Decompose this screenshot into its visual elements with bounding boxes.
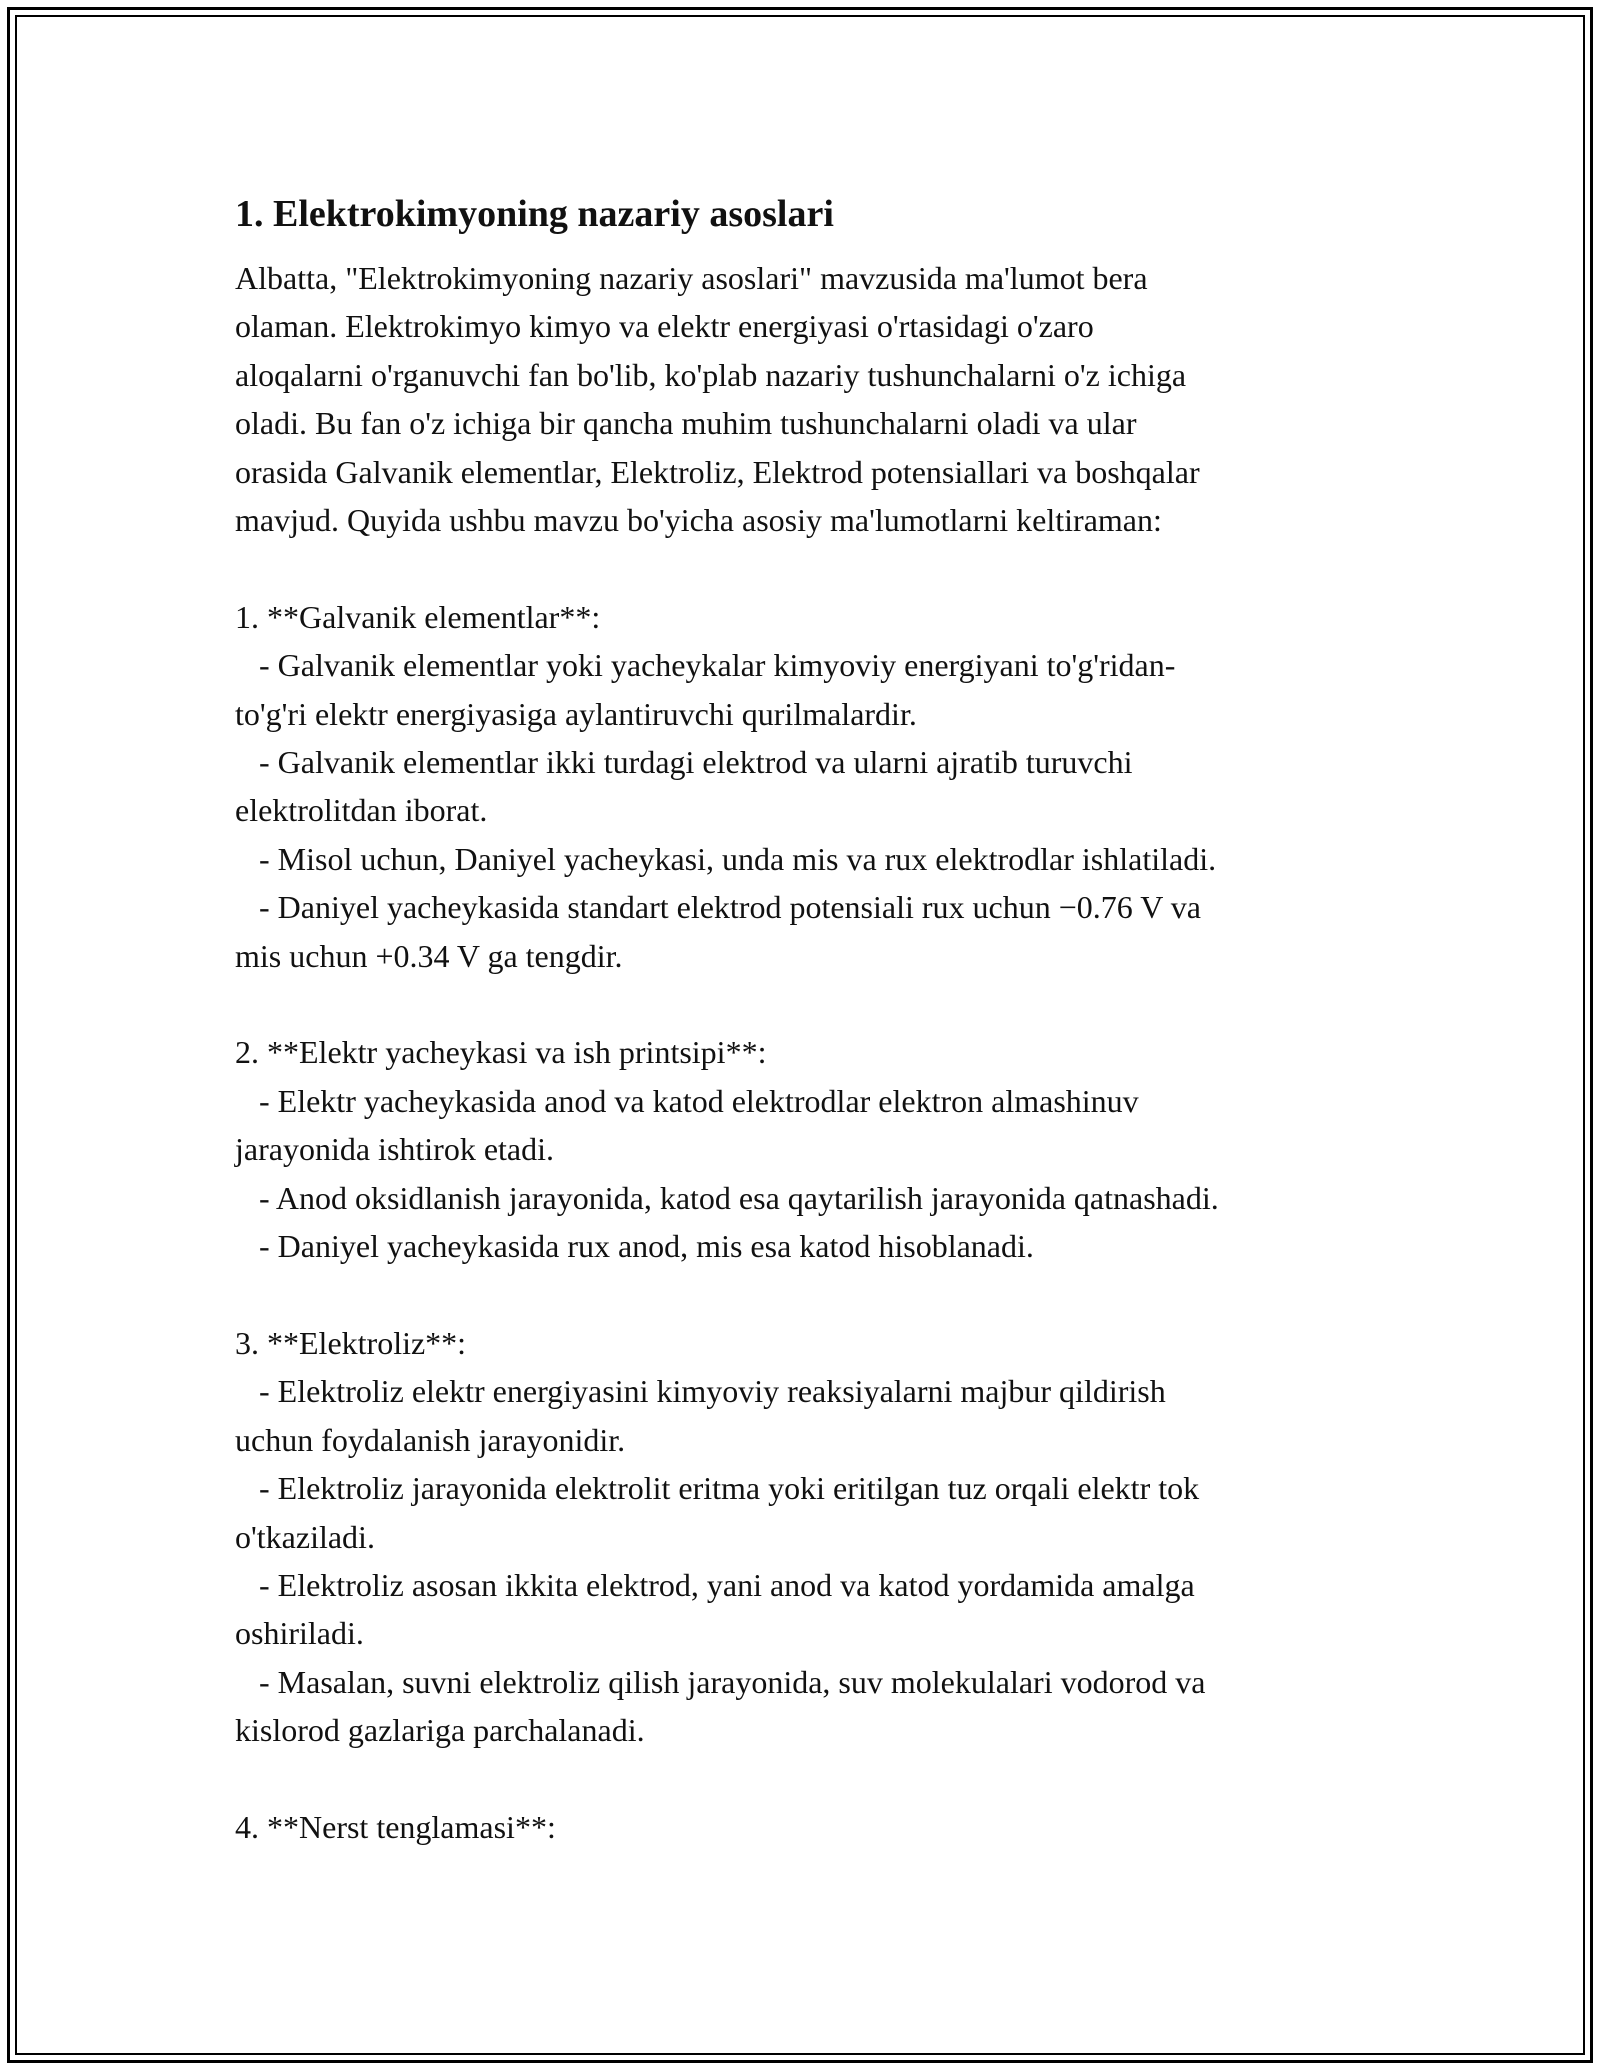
intro-line: Albatta, "Elektrokimyoning nazariy asoslari" mavzusida ma'lumot bera [235, 260, 1148, 296]
section-heading: 1. **Galvanik elementlar**: [235, 598, 601, 635]
section-elektroliz [235, 1319, 1385, 1755]
intro-paragraph [235, 254, 1385, 544]
intro-line: aloqalarni o'rganuvchi fan bo'lib, ko'plab nazariy tushunchalarni o'z ichiga [235, 356, 1187, 393]
section-line: - Elektroliz jarayonida elektrolit eritma yoki eritilgan tuz orqali elektr tok [235, 1470, 1200, 1507]
section-line: mis uchun +0.34 V ga tengdir. [235, 937, 623, 974]
section-line: to'g'ri elektr energiyasiga aylantiruvchi qurilmalardir. [235, 695, 917, 732]
section-line: - Elektr yacheykasida anod va katod elektrodlar elektron almashinuv [235, 1082, 1139, 1119]
section-line: oshiriladi. [235, 1615, 364, 1652]
page-title: 1. Elektrokimyoning nazariy asoslari [235, 193, 834, 235]
section-nerst [235, 1803, 1385, 1851]
section-heading: 3. **Elektroliz**: [235, 1324, 467, 1361]
intro-line: orasida Galvanik elementlar, Elektroliz, Elektrod potensiallari va boshqalar [235, 453, 1200, 490]
section-line: - Daniyel yacheykasida rux anod, mis esa katod hisoblanadi. [235, 1228, 1034, 1265]
section-line: - Galvanik elementlar yoki yacheykalar kimyoviy energiyani to'g'ridan- [235, 647, 1176, 684]
section-galvanik [235, 593, 1385, 980]
section-line: - Galvanik elementlar ikki turdagi elektrod va ularni ajratib turuvchi [235, 744, 1133, 781]
section-elektr-yacheykasi [235, 1028, 1385, 1270]
section-heading: 2. **Elektr yacheykasi va ish printsipi**: [235, 1034, 767, 1071]
section-heading: 4. **Nerst tenglamasi**: [235, 1808, 556, 1845]
section-line: o'tkaziladi. [235, 1518, 375, 1555]
intro-line: mavjud. Quyida ushbu mavzu bo'yicha asosiy ma'lumotlarni keltiraman: [235, 502, 1162, 539]
section-line: - Elektroliz elektr energiyasini kimyoviy reaksiyalarni majbur qildirish [235, 1373, 1166, 1410]
intro-line: oladi. Bu fan o'z ichiga bir qancha muhim tushunchalarni oladi va ular [235, 405, 1137, 442]
section-line: kislorod gazlariga parchalanadi. [235, 1712, 645, 1749]
section-line: - Misol uchun, Daniyel yacheykasi, unda mis va rux elektrodlar ishlatiladi. [235, 840, 1217, 877]
intro-line: olaman. Elektrokimyo kimyo va elektr energiyasi o'rtasidagi o'zaro [235, 308, 1094, 345]
section-line: jarayonida ishtirok etadi. [235, 1131, 555, 1168]
section-line: - Daniyel yacheykasida standart elektrod potensiali rux uchun −0.76 V va [235, 889, 1201, 926]
section-line: - Elektroliz asosan ikkita elektrod, yani anod va katod yordamida amalga [235, 1566, 1195, 1603]
section-line: - Masalan, suvni elektroliz qilish jarayonida, suv molekulalari vodorod va [235, 1663, 1206, 1700]
document-body [235, 186, 1385, 1851]
section-line: uchun foydalanish jarayonidir. [235, 1421, 626, 1458]
section-line: - Anod oksidlanish jarayonida, katod esa qaytarilish jarayonida qatnashadi. [235, 1179, 1219, 1216]
section-line: elektrolitdan iborat. [235, 792, 488, 829]
